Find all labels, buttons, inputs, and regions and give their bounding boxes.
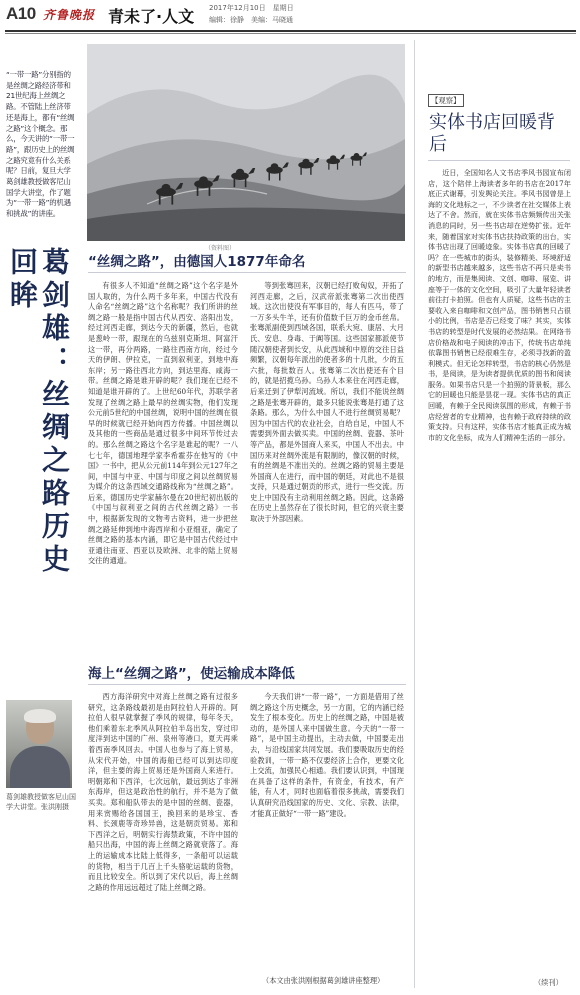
article1-heading: “丝绸之路”，由德国人1877年命名 (88, 254, 306, 270)
sidebar-kicker: 【观察】 (428, 94, 464, 107)
article2-rule (88, 684, 406, 685)
masthead (0, 0, 580, 31)
main-headline (6, 247, 71, 577)
article1-column1: 有很多人不知道“丝绸之路”这个名字是外国人取的，为什么两千多年来，中国古代没有人命名“丝绸之路”这个名称呢？我们所讲的丝绸之路一般是指中国古代从西安、洛阳出发，经过河西走廊，到达今天的新疆，然后，也就是葱岭一带，跟现在的乌兹别克斯坦、阿富汗这一带，再分两路，一路往西南方向，经过今天的伊朗、伊拉克，一直到叙利亚，到地中海东岸；另一路往西北方向，到达里海、咸海一带。丝绸之路是谁开辟的呢？我们现在已经不知道是谁开辟的了。上世纪60年代，苏联学者发现了丝绸之路上最早的丝绸实物，他们发现公元前5世纪的中国丝绸，说明中国的丝绸在很早的时候就已经开始向西方传播。中国丝绸以及其他的一些商品是通过很多中间环节传过去的。那么丝绸之路这个名字是谁起的呢？一八七七年，德国地理学家李希霍芬在他写的《中国》一书中，把从公元前114年到公元127年之间，中国与中亚、中国与印度之间以丝绸贸易为媒介的这条西域交通路线称为“丝绸之路”。后来，德国历史学家赫尔曼在20世纪初出版的《中国与叙利亚之间的古代丝绸之路》一书中，根据新发现的文物考古资料，进一步把丝绸之路延伸到地中海西岸和小亚细亚，确定了丝绸之路的基本内涵，即它是中国古代经过中亚通往南亚、西亚以及欧洲、北非的陆上贸易交往的通道。 (88, 281, 238, 566)
column-divider (414, 40, 415, 988)
sidebar-rule (428, 160, 570, 161)
sidebar-body: 近日，全国知名人文书店季风书园宣布闭店，这个陪伴上海读者多年的书店在2017年底正式谢幕，引发舆论关注。季风书园曾是上海的文化地标之一，不少读者在社交媒体上表达了不舍。然而，就在实体书店频频传出关张消息的同时，另一些书店却在逆势扩张。近年来，随着国家对实体书店扶持政策的出台，实体书店出现了回暖迹象。实体书店真的回暖了吗？在一些城市的街头，装修精美、环境舒适的新型书店越来越多，这些书店不再只是卖书的地方，而是集阅读、文创、咖啡、展览、讲座等于一体的文化空间，吸引了大量年轻读者前往打卡拍照。但也有人质疑，这些书店的主要收入来自咖啡和文创产品，图书销售只占很小的比例，书店是否已经变了味？其实，实体书店的转型是时代发展的必然结果。在网络书店价格战和电子阅读的冲击下，传统书店单纯依靠图书销售已经很难生存，必须寻找新的盈利模式。但无论怎样转型，书店的核心仍然是书，是阅读，是为读者提供优质的图书和阅读服务。如果书店只是一个拍照的背景板，那么它的回暖也只能是昙花一现。实体书店的真正回暖，有赖于全民阅读氛围的形成，有赖于书店经营者的专业精神，也有赖于政府持续的政策支持。只有这样，实体书店才能真正成为城市的文化坐标，成为人们精神生活的一部分。 (428, 168, 571, 442)
camel-caravan-photo (87, 44, 405, 241)
article2-source-note: （本文由张洪刚根据葛剑雄讲座整理） (262, 976, 385, 985)
intro-summary: “一带一路”分别指的是丝绸之路经济带和21世纪海上丝绸之路。不管陆上丝济带还是海上，都有“丝绸之路”这个概念。那么，今天讲的“一带一路”，跟历史上的丝绸之路究竟有什么关系呢？日前，复旦大学葛剑雄教授做客尼山国学大讲堂，作了题为“一带一路”的机遇和挑战”的讲座。 (6, 70, 75, 219)
issue-date: 2017年12月10日 星期日 (209, 4, 294, 12)
speaker-portrait (6, 700, 72, 788)
editor-credits: 编辑：徐静 美编：马晓通 (209, 16, 293, 24)
portrait-caption: 葛剑雄教授做客尼山国学大讲堂。张洪刚摄 (6, 793, 76, 811)
photo-caption: （资料图） (205, 245, 236, 252)
article2-heading: 海上“丝绸之路”，使运输成本降低 (88, 666, 295, 682)
article1-column2: 等到张骞回来，汉朝已经打败匈奴，开拓了河西走廊，之后，汉武帝派张骞第二次出使西域。这次出使没有军事目的，每人有匹马，带了一万多头牛羊，还有价值数千巨万的金币丝帛。张骞派副使到西域各国，联系大宛、康居、大月氏、安息、身毒、于阗等国。这些国家都派使节随汉朝使者到长安，从此西域和中原的交往日益频繁，汉朝每年派出的使者多的十几批，少的五六批，每批数百人。张骞第二次出使还有个目的，就是招揽乌孙。乌孙人本来住在河西走廊，后来迁到了伊犁河流域。所以，我们不能说丝绸之路是张骞开辟的，最多只能说张骞是打通了这条路。那么，为什么中国人不进行丝绸贸易呢？因为中国古代的农业社会，自给自足，中国人不需要到外面去做买卖。中国的丝绸、瓷器、茶叶等产品，都是外国商人来买，中国人不出去。中国历来对丝绸外流是有限制的，像汉朝的时候，有的丝绸是不准出关的。丝绸之路的贸易主要是外国商人在进行，而中国的朝廷，对此也不是很支持，只是通过朝贡的形式，进行一些交流。历史上中国没有主动利用丝绸之路。因此，这条路在历史上虽然存在了很长时间，但它的兴衰主要取决于外部因素。 (250, 281, 404, 524)
sidebar-title: 实体书店回暖背后 (429, 112, 555, 155)
article2-column2: 今天我们讲“一带一路”，一方面是借用了丝绸之路这个历史概念，另一方面，它的内涵已经发生了根本变化。历史上的丝绸之路，中国是被动的，是外国人来中国做生意。今天的“一带一路”，是中国主动提出，主动去做，中国要走出去，与沿线国家共同发展。我们要吸取历史的经验教训，一带一路不仅要经济上合作，更要文化上交流，加强民心相通。我们要认识到，中国现在具备了这样的条件，有资金，有技术，有产能，有人才，同时也面临着很多挑战，需要我们认真研究沿线国家的历史、文化、宗教、法律，才能真正做好“一带一路”建设。 (250, 692, 404, 818)
section-title: 青未了·人文 (108, 7, 195, 26)
page-number: A10 (6, 4, 36, 23)
masthead-rule (5, 30, 576, 32)
article1-rule (88, 272, 406, 273)
paper-logo: 齐鲁晚报 (43, 8, 96, 22)
masthead-rule-thin (5, 33, 576, 34)
main-headline-text: 葛剑雄：丝绸之路历史回眸 (6, 247, 71, 577)
article2-column1: 西方海洋研究中对海上丝绸之路有过很多研究，这条路线最初是由阿拉伯人开辟的。阿拉伯人很早就掌握了季风的规律，每年冬天，他们乘着东北季风从阿拉伯半岛出发，穿过印度洋到达中国的广州、泉州等港口，夏天再乘着西南季风回去。中国人也参与了海上贸易，从宋代开始，中国的海船已经可以到达印度洋，但主要的海上贸易还是外国商人来进行。明朝郑和下西洋，七次远航，最远到达了非洲东海岸，但这是政治性的航行，并不是为了做买卖。郑和船队带去的是中国的丝绸、瓷器，用来赏赐给各国国王，换回来的是珍宝、香料、长颈鹿等奇珍异兽，这是朝贡贸易。郑和下西洋之后，明朝实行海禁政策，不许中国的船只出海，中国的海上丝绸之路就衰落了。海上的运输成本比陆上低得多，一条船可以运载的货物，相当于几百上千头骆驼运载的货物，而且比较安全。所以到了宋代以后，海上丝绸之路的作用远远超过了陆上丝绸之路。 (88, 692, 238, 892)
continued-note: （续刊） (534, 978, 563, 987)
